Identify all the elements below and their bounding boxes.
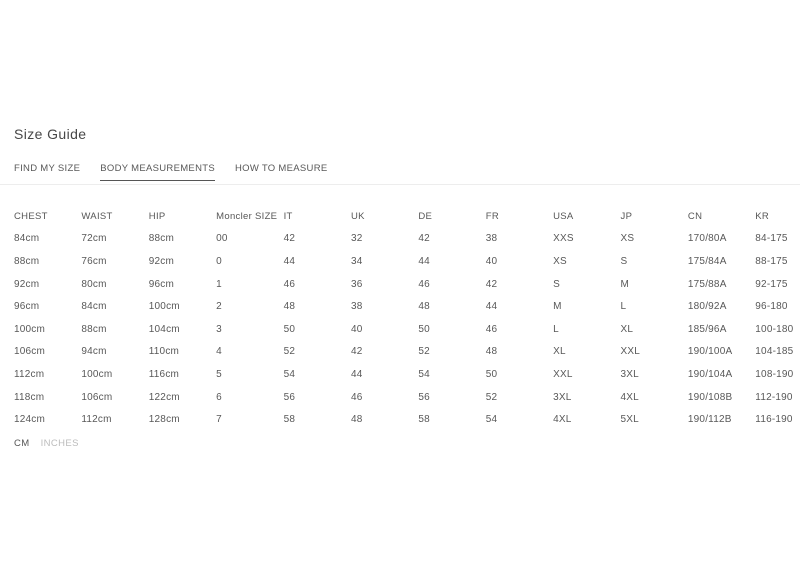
- table-cell: 116cm: [148, 368, 180, 380]
- column-header-uk: UK: [350, 210, 365, 222]
- table-cell: 36: [350, 278, 363, 290]
- table-cell: S: [553, 278, 560, 290]
- table-cell: 58: [283, 414, 296, 426]
- table-cell: 92-175: [755, 278, 788, 290]
- table-cell: 3XL: [620, 368, 639, 380]
- table-row: [14, 318, 795, 341]
- table-cell: 94cm: [81, 346, 107, 358]
- table-cell: 32: [350, 233, 363, 245]
- table-cell: 112cm: [14, 368, 45, 380]
- tabs-bar: [0, 163, 800, 185]
- unit-cm[interactable]: CM: [14, 437, 30, 449]
- table-cell: 44: [350, 368, 363, 380]
- table-cell: 3: [216, 323, 222, 335]
- table-cell: 5XL: [620, 414, 639, 426]
- table-cell: 190/108B: [687, 391, 733, 403]
- table-cell: 118cm: [14, 391, 45, 403]
- table-head: [14, 205, 795, 228]
- table-cell: 72cm: [81, 233, 107, 245]
- table-cell: 48: [485, 346, 498, 358]
- table-row: [14, 408, 795, 431]
- table-cell: 128cm: [148, 414, 180, 426]
- size-guide-panel: [0, 126, 800, 449]
- table-cell: 84cm: [81, 301, 107, 313]
- table-cell: L: [553, 323, 559, 335]
- column-header-kr: KR: [755, 210, 770, 222]
- table-cell: XXL: [553, 368, 573, 380]
- table-cell: 190/104A: [687, 368, 733, 380]
- tab-find-my-size[interactable]: FIND MY SIZE: [14, 163, 80, 181]
- column-header-it: IT: [283, 210, 293, 222]
- table-cell: S: [620, 255, 628, 267]
- table-cell: XXS: [553, 233, 574, 245]
- table-cell: XS: [553, 255, 567, 267]
- table-cell: 4XL: [553, 414, 572, 426]
- table-cell: 46: [418, 278, 430, 290]
- table-cell: 110cm: [148, 346, 180, 358]
- table-cell: 170/80A: [687, 233, 727, 245]
- table-cell: 50: [418, 323, 430, 335]
- column-header-cn: CN: [687, 210, 703, 222]
- table-cell: XL: [620, 323, 634, 335]
- table-cell: 100cm: [148, 301, 180, 313]
- table-cell: 122cm: [148, 391, 180, 403]
- table-row: [14, 295, 795, 318]
- table-cell: XXL: [620, 346, 641, 358]
- table-cell: 190/100A: [687, 346, 733, 358]
- table-cell: 88cm: [81, 323, 107, 335]
- table-cell: 40: [485, 255, 498, 267]
- column-header-fr: FR: [485, 210, 499, 222]
- tab-list: [14, 163, 800, 181]
- table-cell: 1: [216, 278, 222, 290]
- table-cell: 46: [283, 278, 296, 290]
- table-cell: 104cm: [148, 323, 180, 335]
- table-cell: 42: [350, 346, 363, 358]
- tab-how-to-measure[interactable]: HOW TO MEASURE: [235, 163, 328, 181]
- table-cell: 88cm: [148, 233, 175, 245]
- table-cell: 84cm: [14, 233, 40, 245]
- table-cell: 38: [350, 301, 363, 313]
- table-cell: 42: [485, 278, 498, 290]
- table-row: [14, 386, 795, 409]
- table-cell: 180/92A: [687, 301, 727, 313]
- table-header-row: [14, 205, 795, 228]
- table-cell: 4: [216, 346, 222, 358]
- table-cell: 54: [418, 368, 430, 380]
- table-cell: 56: [418, 391, 430, 403]
- table-cell: 4XL: [620, 391, 639, 403]
- table-cell: 100-180: [755, 323, 794, 335]
- table-cell: 52: [485, 391, 498, 403]
- table-cell: 42: [283, 233, 296, 245]
- unit-inches[interactable]: INCHES: [40, 437, 79, 449]
- table-cell: 56: [283, 391, 296, 403]
- table-cell: 50: [283, 323, 296, 335]
- column-header-de: DE: [418, 210, 433, 222]
- table-cell: 96-180: [755, 301, 788, 313]
- table-cell: XL: [553, 346, 566, 358]
- table-cell: 92cm: [14, 278, 40, 290]
- table-cell: 6: [216, 391, 222, 403]
- table-cell: 52: [283, 346, 296, 358]
- table-cell: 96cm: [148, 278, 175, 290]
- table-cell: 84-175: [755, 233, 788, 245]
- table-cell: 46: [485, 323, 498, 335]
- column-header-hip: HIP: [148, 210, 166, 222]
- size-table: [14, 205, 795, 431]
- table-row: [14, 273, 795, 296]
- table-cell: 175/88A: [687, 278, 727, 290]
- table-cell: 42: [418, 233, 430, 245]
- table-cell: 80cm: [81, 278, 107, 290]
- unit-toggle: [14, 438, 800, 449]
- table-cell: 7: [216, 414, 222, 426]
- table-cell: 76cm: [81, 255, 107, 267]
- table-cell: XS: [620, 233, 635, 245]
- table-cell: 50: [485, 368, 498, 380]
- table-cell: 88cm: [14, 255, 40, 267]
- table-cell: 175/84A: [687, 255, 727, 267]
- table-cell: 46: [350, 391, 363, 403]
- table-cell: 54: [485, 414, 498, 426]
- table-row: [14, 363, 795, 386]
- table-cell: 124cm: [14, 414, 46, 426]
- tab-body-measurements[interactable]: BODY MEASUREMENTS: [100, 163, 215, 181]
- table-cell: 108-190: [755, 368, 794, 380]
- table-cell: 112-190: [755, 391, 793, 403]
- column-header-jp: JP: [620, 210, 633, 222]
- table-cell: 40: [350, 323, 363, 335]
- column-header-moncler-size: Moncler SIZE: [216, 210, 278, 222]
- table-cell: 48: [283, 301, 296, 313]
- table-row: [14, 250, 795, 273]
- table-cell: 96cm: [14, 301, 40, 313]
- table-cell: 34: [350, 255, 363, 267]
- table-cell: 38: [485, 233, 498, 245]
- table-row: [14, 228, 795, 251]
- table-cell: 185/96A: [687, 323, 727, 335]
- table-cell: 100cm: [81, 368, 113, 380]
- table-cell: 2: [216, 301, 222, 313]
- column-header-usa: USA: [553, 210, 574, 222]
- table-cell: 5: [216, 368, 222, 380]
- table-cell: M: [620, 278, 630, 290]
- page-title: Size Guide: [14, 126, 87, 142]
- table-cell: 116-190: [755, 414, 793, 426]
- table-cell: 190/112B: [687, 414, 732, 426]
- table-cell: 44: [485, 301, 498, 313]
- column-header-waist: WAIST: [81, 210, 113, 222]
- table-cell: 112cm: [81, 414, 112, 426]
- table-cell: 48: [418, 301, 430, 313]
- table-cell: 104-185: [755, 346, 794, 358]
- table-cell: 106cm: [14, 346, 46, 358]
- table-cell: L: [620, 301, 627, 313]
- table-body: [14, 228, 795, 431]
- table-cell: 44: [418, 255, 430, 267]
- table-cell: 92cm: [148, 255, 175, 267]
- table-cell: 58: [418, 414, 430, 426]
- table-cell: 100cm: [14, 323, 46, 335]
- table-cell: 106cm: [81, 391, 113, 403]
- column-header-chest: CHEST: [14, 210, 48, 222]
- table-cell: 54: [283, 368, 296, 380]
- table-cell: M: [553, 301, 562, 313]
- table-cell: 52: [418, 346, 430, 358]
- table-cell: 00: [216, 233, 228, 245]
- table-cell: 44: [283, 255, 296, 267]
- table-row: [14, 341, 795, 364]
- table-cell: 88-175: [755, 255, 788, 267]
- table-cell: 0: [216, 255, 222, 267]
- table-cell: 48: [350, 414, 363, 426]
- size-guide-content: [14, 205, 800, 449]
- table-cell: 3XL: [553, 391, 572, 403]
